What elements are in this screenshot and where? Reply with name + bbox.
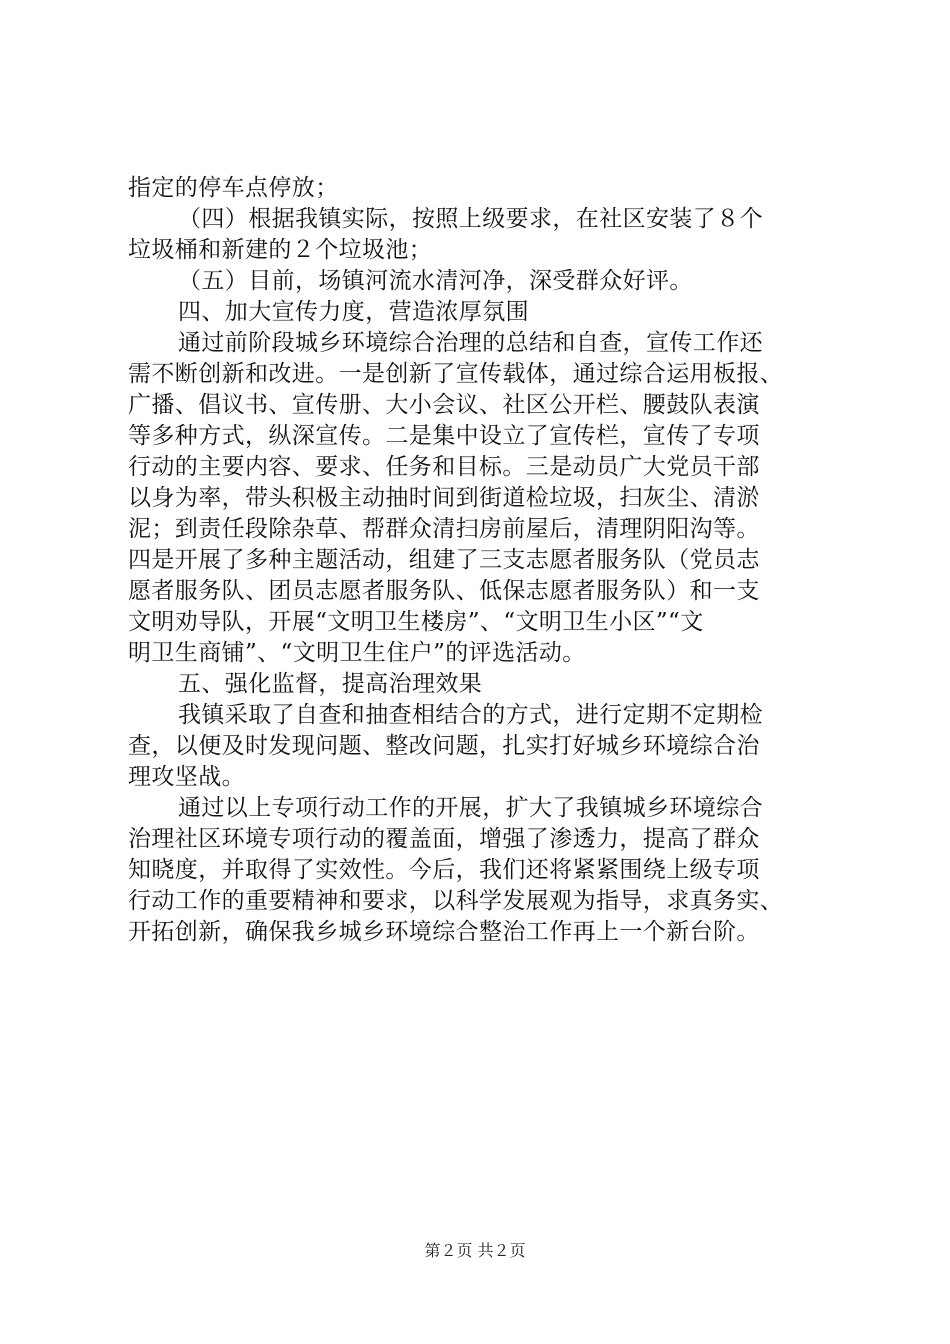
text-line: 四是开展了多种主题活动，组建了三支志愿者服务队（党员志 — [128, 547, 760, 573]
text-line: 愿者服务队、团员志愿者服务队、低保志愿者服务队）和一支 — [128, 578, 760, 604]
text-line: （五）目前，场镇河流水清河净，深受群众好评。 — [178, 268, 693, 294]
text-line: 理攻坚战。 — [128, 764, 245, 790]
text-line: 四、加大宣传力度，营造浓厚氛围 — [178, 299, 529, 325]
text-line: 查，以便及时发现问题、整改问题，扎实打好城乡环境综合治 — [128, 733, 760, 759]
page-footer: 第２页 共２页 — [424, 1241, 526, 1260]
text-line: 以身为率，带头积极主动抽时间到街道检垃圾，扫灰尘、清淤 — [128, 485, 760, 511]
text-line: 垃圾桶和新建的２个垃圾池； — [128, 237, 433, 263]
document-body — [128, 173, 830, 948]
text-line: 通过以上专项行动工作的开展，扩大了我镇城乡环境综合 — [178, 795, 763, 821]
text-line: 行动的主要内容、要求、任务和目标。三是动员广大党员干部 — [128, 454, 760, 480]
text-line: 泥；到责任段除杂草、帮群众清扫房前屋后，清理阴阳沟等。 — [128, 516, 760, 542]
text-line: 知晓度，并取得了实效性。今后，我们还将紧紧围绕上级专项 — [128, 857, 760, 883]
text-line: 等多种方式，纵深宣传。二是集中设立了宣传栏，宣传了专项 — [128, 423, 760, 449]
text-line: 五、强化监督，提高治理效果 — [178, 671, 483, 697]
text-line: 治理社区环境专项行动的覆盖面，增强了渗透力，提高了群众 — [128, 826, 760, 852]
text-line: （四）根据我镇实际，按照上级要求，在社区安装了８个 — [178, 206, 763, 232]
text-line: 广播、倡议书、宣传册、大小会议、社区公开栏、腰鼓队表演 — [128, 392, 760, 418]
text-line: 文明劝导队，开展“文明卫生楼房”、“文明卫生小区”“文 — [128, 609, 704, 635]
text-line: 需不断创新和改进。一是创新了宣传载体，通过综合运用板报、 — [128, 361, 784, 387]
text-line: 我镇采取了自查和抽查相结合的方式，进行定期不定期检 — [178, 702, 763, 728]
text-line: 开拓创新，确保我乡城乡环境综合整治工作再上一个新台阶。 — [128, 919, 760, 945]
text-line: 行动工作的重要精神和要求，以科学发展观为指导，求真务实、 — [128, 888, 784, 914]
text-line: 明卫生商铺”、“文明卫生住户”的评选活动。 — [128, 640, 586, 666]
text-line: 通过前阶段城乡环境综合治理的总结和自查，宣传工作还 — [178, 330, 763, 356]
text-line: 指定的停车点停放； — [128, 175, 339, 201]
